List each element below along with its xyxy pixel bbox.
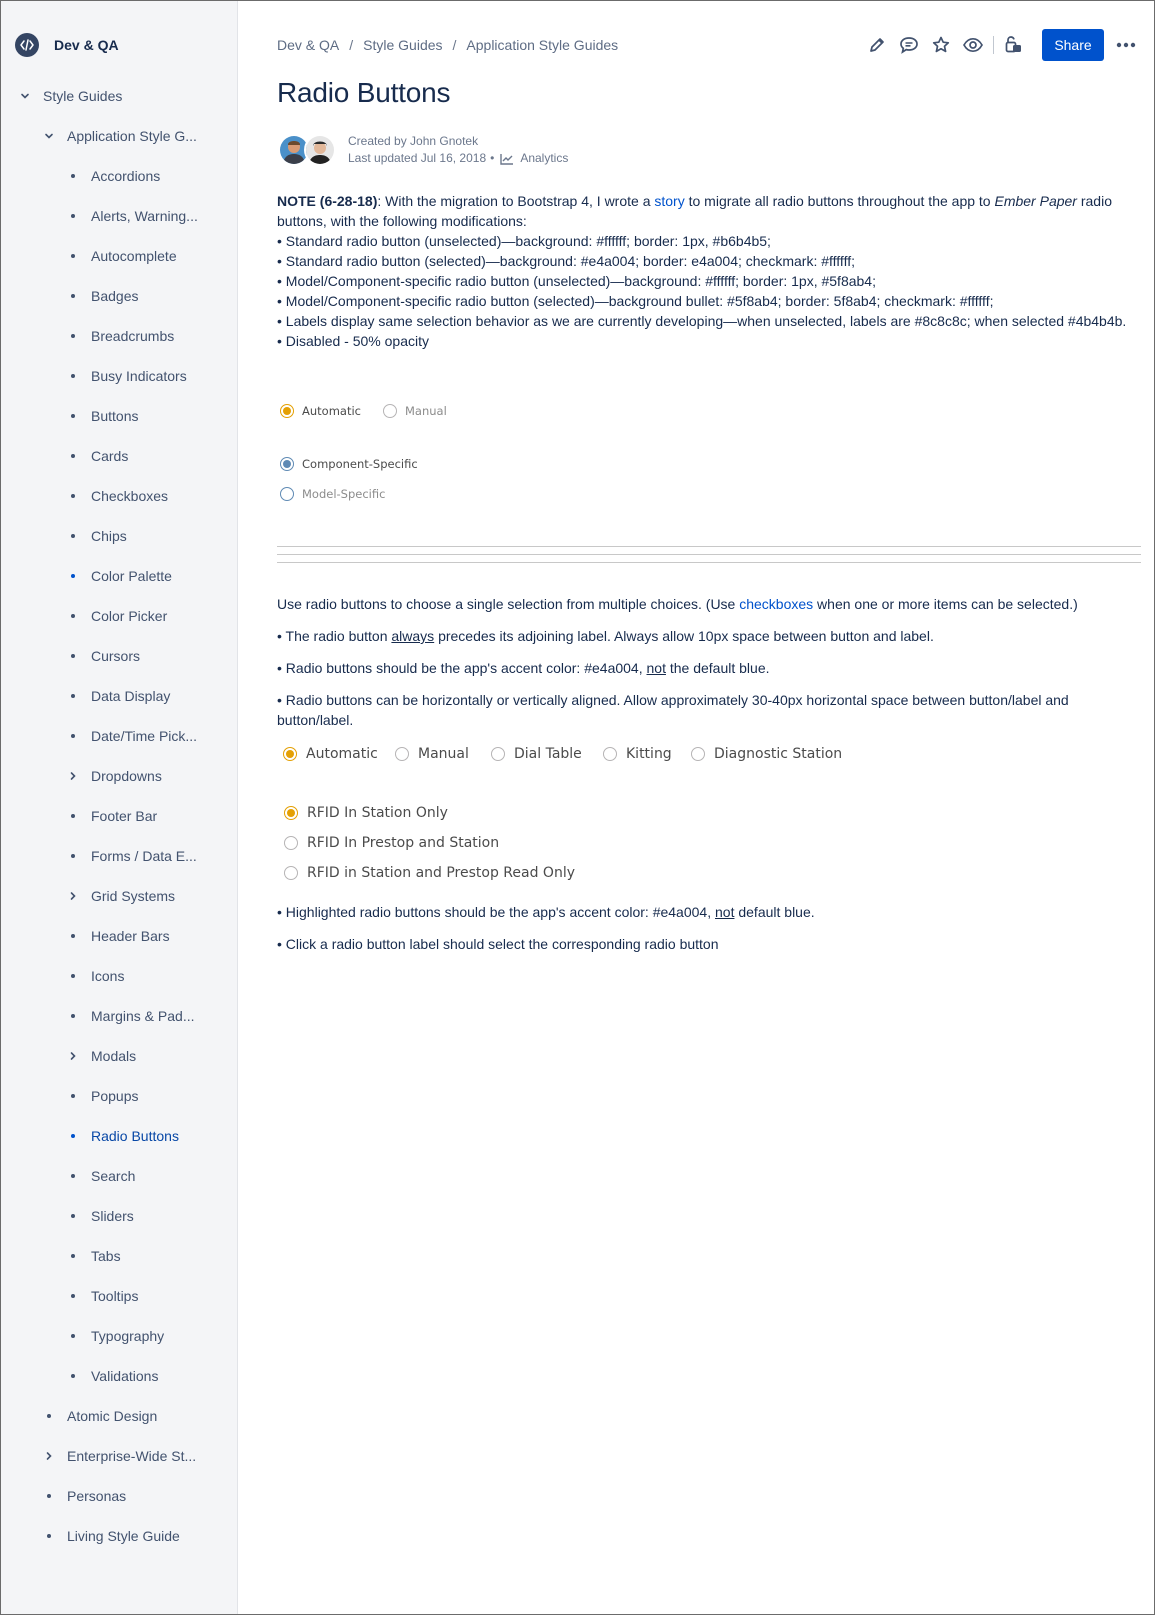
watch-icon[interactable] [957, 29, 989, 61]
note-line: • Disabled - 50% opacity [277, 333, 429, 349]
sidebar-item[interactable] [43, 1408, 157, 1424]
byline-text [348, 133, 568, 167]
radio-unselected[interactable] [603, 747, 617, 761]
bullet-icon [67, 534, 79, 538]
sidebar-item-label: Sliders [91, 1208, 134, 1224]
note-text: to migrate all radio buttons throughout the app to [684, 193, 995, 209]
sidebar-item-label: Chips [91, 528, 127, 544]
sidebar-item-label: Dropdowns [91, 768, 162, 784]
sidebar-item[interactable] [67, 1128, 179, 1144]
sidebar-item[interactable] [67, 408, 138, 424]
sidebar-item[interactable] [43, 1528, 180, 1544]
page-title: Radio Buttons [277, 77, 451, 108]
byline-separator: • [490, 151, 495, 165]
sidebar-item[interactable] [67, 968, 124, 984]
guideline-bullet [277, 658, 1127, 678]
comment-icon[interactable] [893, 29, 925, 61]
share-button[interactable]: Share [1042, 29, 1104, 61]
sidebar-item[interactable] [67, 1208, 134, 1224]
radio-selected[interactable] [284, 806, 298, 820]
bullet-icon [67, 174, 79, 178]
guideline-text: precedes its adjoining label. Always allow 10px space between button and label. [434, 628, 934, 644]
radio-unselected[interactable] [383, 404, 397, 418]
radio-v-rfid-read-only[interactable] [284, 865, 575, 881]
analytics-icon [500, 153, 514, 165]
sidebar-item-label: Data Display [91, 688, 171, 704]
bullet-icon [67, 454, 79, 458]
sidebar-item[interactable] [67, 1368, 158, 1384]
sidebar-item-label: Cursors [91, 648, 141, 664]
sidebar-item-label: Date/Time Pick... [91, 728, 198, 744]
bullet-icon [67, 294, 79, 298]
note-line: • Standard radio button (selected)—background: #e4a004; border: e4a004; checkmark: #ffffff; [277, 253, 855, 269]
guideline-emphasis: not [715, 904, 735, 920]
radio-label[interactable]: Diagnostic Station [714, 746, 843, 762]
radio-selected[interactable] [283, 747, 297, 761]
divider [277, 562, 1141, 563]
note-line: • Standard radio button (unselected)—background: #ffffff; border: 1px, #b6b4b5; [277, 233, 771, 249]
space-name: Dev & QA [54, 37, 119, 53]
note-text: : With the migration to Bootstrap 4, I wrote a [377, 193, 655, 209]
sidebar-item-label: Radio Buttons [91, 1128, 179, 1144]
bullet-icon [67, 614, 79, 618]
sidebar-item-label: Buttons [91, 408, 139, 424]
chevron-right-icon[interactable] [67, 891, 79, 901]
radio-unselected[interactable] [284, 866, 298, 880]
sidebar-item-label: Enterprise-Wide St... [67, 1448, 197, 1464]
bullet-icon [67, 374, 79, 378]
sidebar-item-label: Badges [91, 288, 139, 304]
radio-label[interactable]: RFID In Prestop and Station [307, 835, 500, 851]
bullet-icon [67, 1014, 79, 1018]
toolbar-divider [993, 36, 994, 54]
radio-unselected[interactable] [491, 747, 505, 761]
sidebar-item-label: Autocomplete [91, 248, 177, 264]
sidebar-item[interactable] [67, 928, 170, 944]
chevron-right-icon[interactable] [43, 1451, 55, 1461]
sidebar-item-label: Cards [91, 448, 129, 464]
breadcrumb [277, 37, 618, 53]
guideline-bullet [277, 626, 1127, 646]
sidebar-item[interactable] [67, 528, 127, 544]
bullet-icon [43, 1414, 55, 1418]
guideline-text: • The radio button [277, 628, 392, 644]
radio-unselected[interactable] [280, 487, 294, 501]
sidebar-item-label: Margins & Pad... [91, 1008, 195, 1024]
bullet-icon [67, 214, 79, 218]
sidebar-item[interactable] [43, 1448, 196, 1464]
sidebar-item-label: Living Style Guide [67, 1528, 180, 1544]
sidebar-item[interactable] [67, 1328, 164, 1344]
bullet-icon [67, 1294, 79, 1298]
radio-label[interactable]: Component-Specific [302, 457, 418, 471]
sidebar-item-label: Typography [91, 1328, 165, 1344]
bullet-icon [43, 1494, 55, 1498]
restrictions-icon[interactable] [998, 29, 1030, 61]
chevron-down-icon[interactable] [19, 91, 31, 101]
bullet-icon [67, 1214, 79, 1218]
radio-label[interactable]: RFID In Station Only [307, 805, 448, 821]
note-line: • Model/Component-specific radio button (selected)—background bullet: #5f8ab4; border: 5f8ab4; checkmark: #ffffff; [277, 293, 994, 309]
breadcrumb-item[interactable]: Style Guides [363, 37, 443, 53]
bullet-icon [67, 414, 79, 418]
sidebar-item-label: Header Bars [91, 928, 170, 944]
sidebar-item-label: Search [91, 1168, 136, 1184]
bullet-icon [67, 694, 79, 698]
sidebar-item[interactable] [67, 648, 140, 664]
note-line: • Model/Component-specific radio button (unselected)—background: #ffffff; border: 1px, #5f8ab4; [277, 273, 876, 289]
breadcrumb-separator: / [349, 37, 354, 53]
sidebar-item[interactable] [67, 808, 157, 824]
bullet-icon [67, 974, 79, 978]
sidebar [1, 1, 238, 1614]
bullet-icon [67, 1374, 79, 1378]
bullet-icon [67, 334, 79, 338]
note-line: • Labels display same selection behavior as we are currently developing—when unselected, labels are #8c8c8c; when selected #4b4b4b. [277, 313, 1127, 329]
sidebar-item[interactable] [67, 608, 167, 624]
bullet-icon [67, 814, 79, 818]
page-actions [861, 29, 1138, 61]
sidebar-item-label: Style Guides [43, 88, 123, 104]
sidebar-item[interactable] [43, 1488, 126, 1504]
sidebar-item[interactable] [67, 568, 172, 584]
radio-h-diagnostic-station[interactable] [691, 746, 842, 762]
sidebar-item-label: Popups [91, 1088, 139, 1104]
radio-model-specific[interactable] [280, 487, 385, 501]
code-icon [15, 33, 39, 57]
chevron-right-icon[interactable] [67, 771, 79, 781]
guideline-text: • Highlighted radio buttons should be the app's accent color: #e4a004, [277, 904, 715, 920]
sidebar-item[interactable] [43, 128, 197, 144]
radio-manual-small[interactable] [383, 404, 447, 418]
sidebar-item[interactable] [67, 488, 168, 504]
space-header[interactable] [15, 33, 119, 57]
radio-h-dial-table[interactable] [491, 746, 582, 762]
bullet-icon [67, 934, 79, 938]
radio-h-kitting[interactable] [603, 746, 672, 762]
divider [277, 546, 1141, 547]
breadcrumb-item[interactable]: Dev & QA [277, 37, 340, 53]
guideline-emphasis: not [646, 660, 666, 676]
guideline-text: the default blue. [665, 660, 770, 676]
note-text: radio buttons, with the following modifications: [277, 193, 1112, 229]
bullet-icon [67, 654, 79, 658]
analytics-link[interactable] [500, 150, 568, 167]
bullet-icon [67, 854, 79, 858]
created-by: Created by John Gnotek [348, 134, 479, 148]
sidebar-item[interactable] [67, 168, 160, 184]
chevron-down-icon[interactable] [43, 131, 55, 141]
bullet-icon [67, 574, 79, 578]
sidebar-item-label: Footer Bar [91, 808, 158, 824]
radio-h-manual[interactable] [395, 746, 469, 762]
radio-selected[interactable] [280, 404, 294, 418]
radio-unselected[interactable] [691, 747, 705, 761]
checkboxes-link[interactable]: checkboxes [739, 596, 814, 612]
guideline-text: Use radio buttons to choose a single selection from multiple choices. (Use [277, 596, 740, 612]
radio-label[interactable]: Kitting [626, 746, 672, 762]
sidebar-item[interactable] [67, 328, 174, 344]
sidebar-item-label: Busy Indicators [91, 368, 187, 384]
guideline-bullet [277, 902, 1127, 922]
bullet-icon [43, 1534, 55, 1538]
divider [277, 554, 1141, 555]
radio-unselected[interactable] [284, 836, 298, 850]
sidebar-item[interactable] [67, 768, 162, 784]
sidebar-item-label: Color Palette [91, 568, 172, 584]
bullet-icon [67, 1334, 79, 1338]
guideline-text: • Radio buttons should be the app's accent color: #e4a004, [277, 660, 647, 676]
story-link[interactable]: story [654, 193, 685, 209]
sidebar-item[interactable] [67, 248, 177, 264]
note-lead: NOTE (6-28-18) [277, 193, 378, 209]
sidebar-item[interactable] [67, 368, 187, 384]
sidebar-item-label: Personas [67, 1488, 127, 1504]
star-icon[interactable] [925, 29, 957, 61]
sidebar-item-label: Breadcrumbs [91, 328, 175, 344]
sidebar-item-label: Application Style G... [67, 128, 197, 144]
chevron-right-icon[interactable] [67, 1051, 79, 1061]
radio-component-specific[interactable] [280, 457, 418, 471]
sidebar-item-label: Grid Systems [91, 888, 176, 904]
bullet-icon [67, 1094, 79, 1098]
guideline-text: default blue. [734, 904, 815, 920]
sidebar-item-label: Modals [91, 1048, 137, 1064]
sidebar-item[interactable] [67, 888, 175, 904]
guideline-bullet: • Click a radio button label should select the corresponding radio button [277, 936, 719, 952]
sidebar-item[interactable] [67, 728, 197, 744]
breadcrumb-item[interactable]: Application Style Guides [466, 37, 619, 53]
more-icon[interactable] [1114, 29, 1138, 61]
sidebar-item-label: Forms / Data E... [91, 848, 197, 864]
sidebar-item-label: Validations [91, 1368, 159, 1384]
sidebar-item-label: Atomic Design [67, 1408, 158, 1424]
sidebar-item-label: Tooltips [91, 1288, 139, 1304]
radio-label[interactable]: Model-Specific [302, 487, 386, 501]
sidebar-item[interactable] [67, 1008, 195, 1024]
radio-label[interactable]: Dial Table [514, 746, 582, 762]
edit-icon[interactable] [861, 29, 893, 61]
byline [278, 133, 568, 167]
radio-label[interactable]: Manual [405, 404, 447, 418]
bullet-icon [67, 734, 79, 738]
sidebar-item[interactable] [67, 1048, 136, 1064]
sidebar-item-label: Accordions [91, 168, 161, 184]
guideline-emphasis: always [391, 628, 435, 644]
radio-selected[interactable] [280, 457, 294, 471]
radio-automatic-small[interactable] [280, 404, 361, 418]
last-updated[interactable]: Last updated Jul 16, 2018 [348, 151, 487, 165]
sidebar-item-label: Checkboxes [91, 488, 169, 504]
avatar[interactable] [304, 134, 336, 166]
bullet-icon [67, 1174, 79, 1178]
sidebar-item[interactable] [67, 1288, 138, 1304]
sidebar-item[interactable] [67, 1248, 121, 1264]
sidebar-item-label: Tabs [91, 1248, 121, 1264]
bullet-icon [67, 254, 79, 258]
guideline-text: when one or more items can be selected.) [813, 596, 1078, 612]
analytics-label: Analytics [520, 151, 569, 165]
breadcrumb-separator: / [452, 37, 457, 53]
sidebar-item[interactable] [67, 288, 138, 304]
radio-v-rfid-prestop[interactable] [284, 835, 499, 851]
sidebar-item[interactable] [67, 1088, 138, 1104]
sidebar-item-label: Alerts, Warning... [91, 208, 198, 224]
bullet-icon [67, 1254, 79, 1258]
bullet-icon [67, 1134, 79, 1138]
sidebar-item[interactable] [67, 688, 170, 704]
radio-label[interactable]: Automatic [302, 404, 361, 418]
sidebar-item[interactable] [67, 848, 197, 864]
radio-label[interactable]: Automatic [306, 746, 378, 762]
bullet-icon [67, 494, 79, 498]
sidebar-item[interactable] [67, 208, 198, 224]
sidebar-item[interactable] [19, 88, 122, 104]
radio-unselected[interactable] [395, 747, 409, 761]
radio-label[interactable]: Manual [418, 746, 469, 762]
sidebar-item-label: Color Picker [91, 608, 168, 624]
sidebar-item[interactable] [67, 1168, 135, 1184]
radio-h-automatic[interactable] [283, 746, 378, 762]
guideline-intro [277, 594, 1127, 614]
ember-paper-text: Ember Paper [994, 193, 1077, 209]
migration-note [277, 191, 1127, 351]
sidebar-item[interactable] [67, 448, 128, 464]
guideline-bullet: • Radio buttons can be horizontally or vertically aligned. Allow approximately 30-40px horizontal space between button/label and button/label. [277, 692, 1069, 728]
sidebar-item-label: Icons [91, 968, 125, 984]
radio-label[interactable]: RFID in Station and Prestop Read Only [307, 865, 576, 881]
radio-v-rfid-station[interactable] [284, 805, 448, 821]
